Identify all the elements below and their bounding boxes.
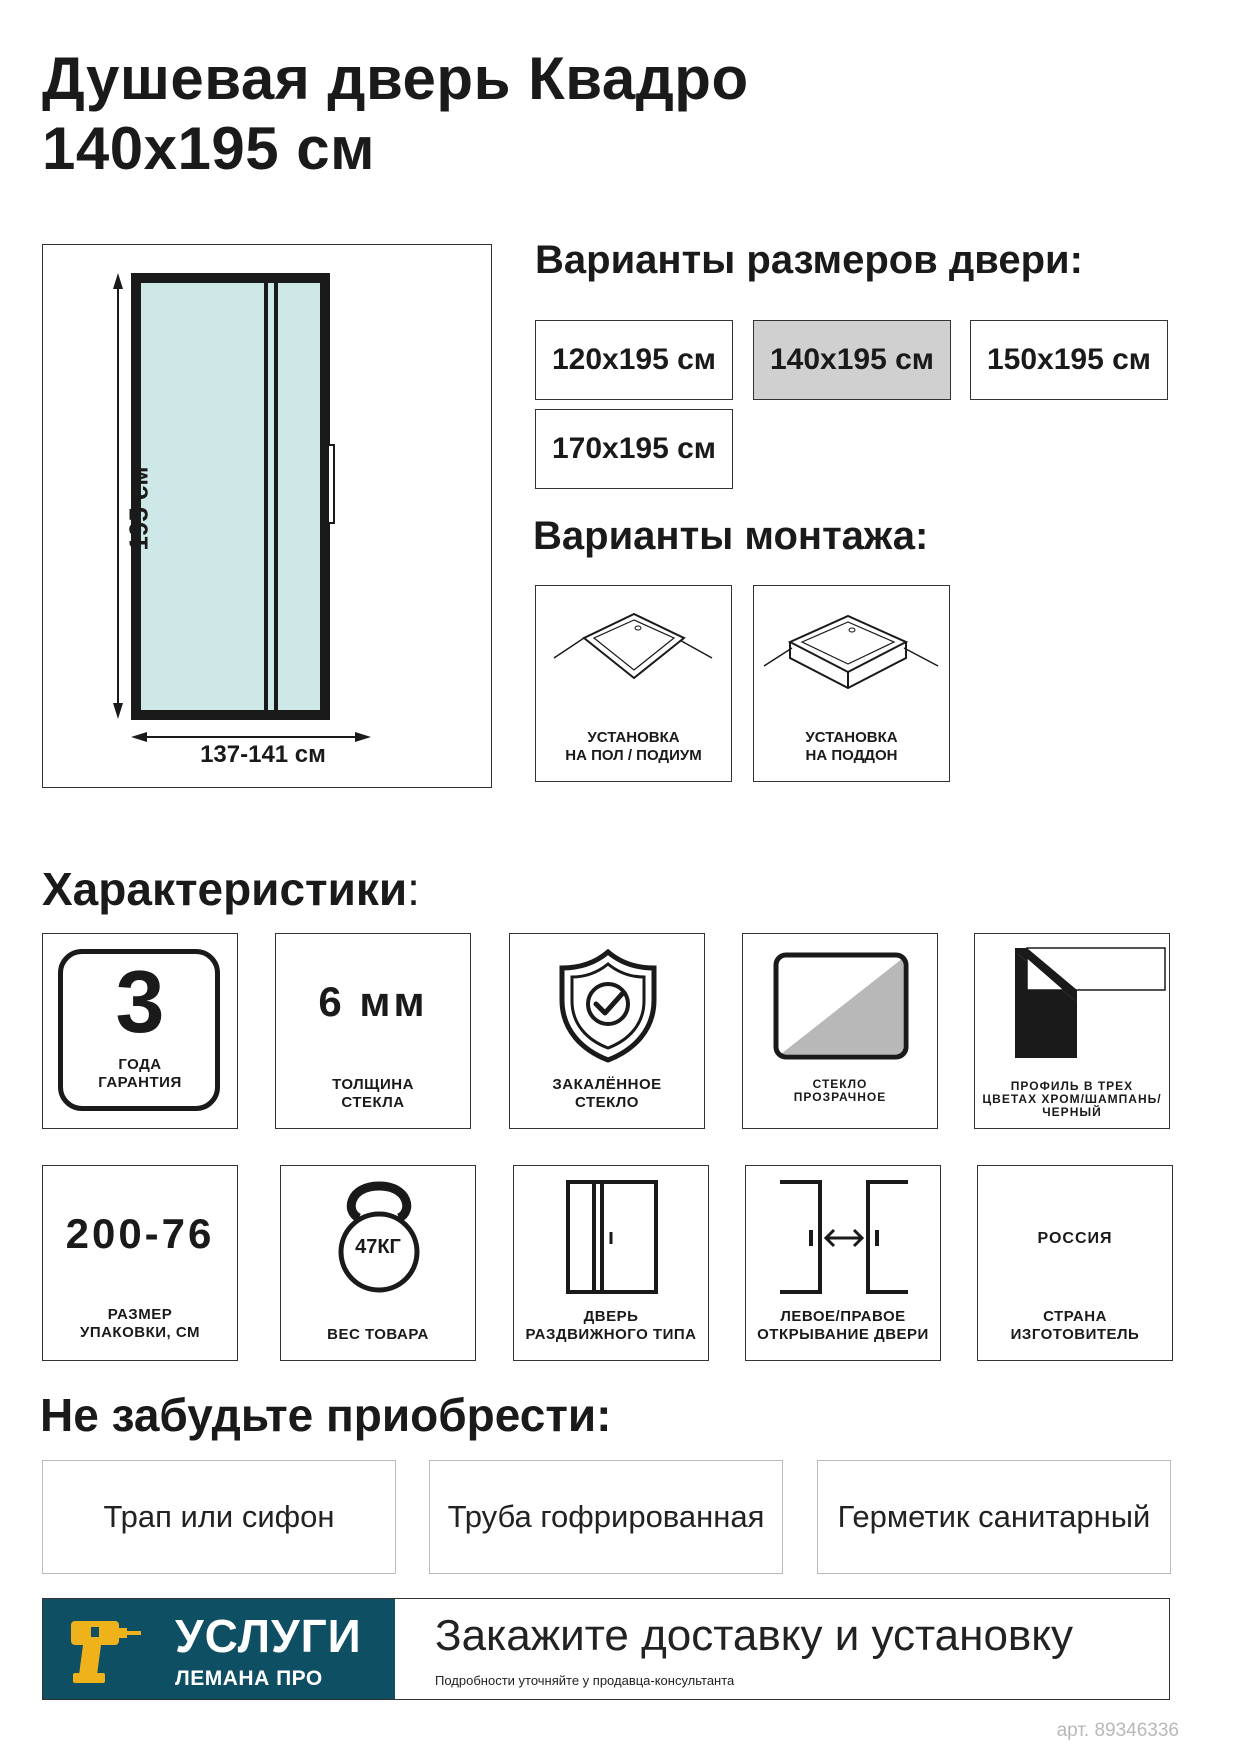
mount-tray-label: УСТАНОВКА НА ПОДДОН — [805, 729, 898, 764]
feature-sliding-door — [513, 1165, 709, 1361]
feature-glass-thickness — [275, 933, 471, 1129]
warranty-label: ГОДА ГАРАНТИЯ — [98, 1056, 182, 1091]
glass-thickness-value: 6 мм — [318, 978, 428, 1025]
feature-warranty — [42, 933, 238, 1129]
size-option-140-selected[interactable]: 140x195 см — [753, 320, 951, 400]
shield-check-icon — [558, 948, 658, 1064]
services-banner-left — [43, 1599, 395, 1699]
accessories-heading: Не забудьте приобрести: — [40, 1389, 612, 1441]
glass-thickness-label: ТОЛЩИНА СТЕКЛА — [332, 1076, 414, 1111]
weight-label: ВЕС ТОВАРА — [327, 1326, 429, 1343]
services-banner[interactable] — [42, 1598, 1170, 1700]
door-drawing — [43, 245, 490, 786]
accessory-corrugated-pipe[interactable]: Труба гофрированная — [429, 1460, 783, 1574]
package-size-label: РАЗМЕР УПАКОВКИ, СМ — [79, 1306, 200, 1341]
accessory-drain[interactable]: Трап или сифон — [42, 1460, 396, 1574]
height-label: 195 см — [123, 466, 154, 551]
sliding-door-label: ДВЕРЬ РАЗДВИЖНОГО ТИПА — [525, 1308, 697, 1343]
mount-option-tray — [753, 585, 950, 782]
width-label: 137-141 см — [200, 741, 326, 768]
sizes-heading: Варианты размеров двери: — [535, 238, 1083, 282]
banner-headline: Закажите доставку и установку — [435, 1611, 1074, 1660]
size-option-120[interactable]: 120x195 см — [535, 320, 733, 400]
feature-profile-colors — [974, 933, 1170, 1129]
sliding-door-icon — [564, 1178, 660, 1296]
title-line-1: Душевая дверь Квадро — [42, 45, 749, 112]
title-line-2: 140x195 см — [42, 115, 376, 182]
country-value: РОССИЯ — [1037, 1230, 1113, 1247]
feature-opening-side — [745, 1165, 941, 1361]
feature-weight — [280, 1165, 476, 1361]
feature-transparent-glass — [742, 933, 938, 1129]
door-handle — [328, 445, 334, 523]
profile-shape-icon — [1013, 946, 1169, 1066]
page-title — [42, 44, 749, 184]
size-option-170[interactable]: 170x195 см — [535, 409, 733, 489]
characteristics-heading: Характеристики: — [42, 863, 420, 915]
tempered-glass-label: ЗАКАЛЁННОЕ СТЕКЛО — [552, 1076, 662, 1111]
profile-colors-label: ПРОФИЛЬ В ТРЕХ ЦВЕТАХ ХРОМ/ШАМПАНЬ/ ЧЕРНЫЙ — [982, 1079, 1162, 1119]
feature-tempered-glass — [509, 933, 705, 1129]
drill-icon — [65, 1615, 145, 1687]
feature-country — [977, 1165, 1173, 1361]
transparent-glass-icon — [771, 950, 911, 1062]
door-drawing-panel — [42, 244, 492, 788]
weight-value: 47КГ — [355, 1236, 401, 1258]
article-number: арт. 89346336 — [1056, 1720, 1179, 1741]
mounting-heading: Варианты монтажа: — [533, 514, 929, 558]
services-subtitle: ЛЕМАНА ПРО — [175, 1667, 323, 1690]
transparent-glass-label: СТЕКЛО ПРОЗРАЧНОЕ — [793, 1077, 887, 1104]
opening-direction-icon — [778, 1178, 910, 1296]
country-label: СТРАНА ИЗГОТОВИТЕЛЬ — [1010, 1308, 1140, 1343]
shower-tray-icon — [754, 586, 948, 726]
opening-side-label: ЛЕВОЕ/ПРАВОЕ ОТКРЫВАНИЕ ДВЕРИ — [757, 1308, 929, 1343]
warranty-value: 3 — [115, 952, 165, 1051]
mount-option-floor — [535, 585, 732, 782]
door-frame — [136, 278, 325, 715]
accessory-sealant[interactable]: Герметик санитарный — [817, 1460, 1171, 1574]
floor-tray-icon — [536, 586, 730, 726]
size-option-150[interactable]: 150x195 см — [970, 320, 1168, 400]
banner-note: Подробности уточняйте у продавца-консультанта — [435, 1673, 735, 1688]
feature-package-size — [42, 1165, 238, 1361]
services-title: УСЛУГИ — [175, 1610, 362, 1662]
package-size-value: 200-76 — [65, 1210, 215, 1257]
mount-floor-label: УСТАНОВКА НА ПОЛ / ПОДИУМ — [565, 729, 702, 764]
